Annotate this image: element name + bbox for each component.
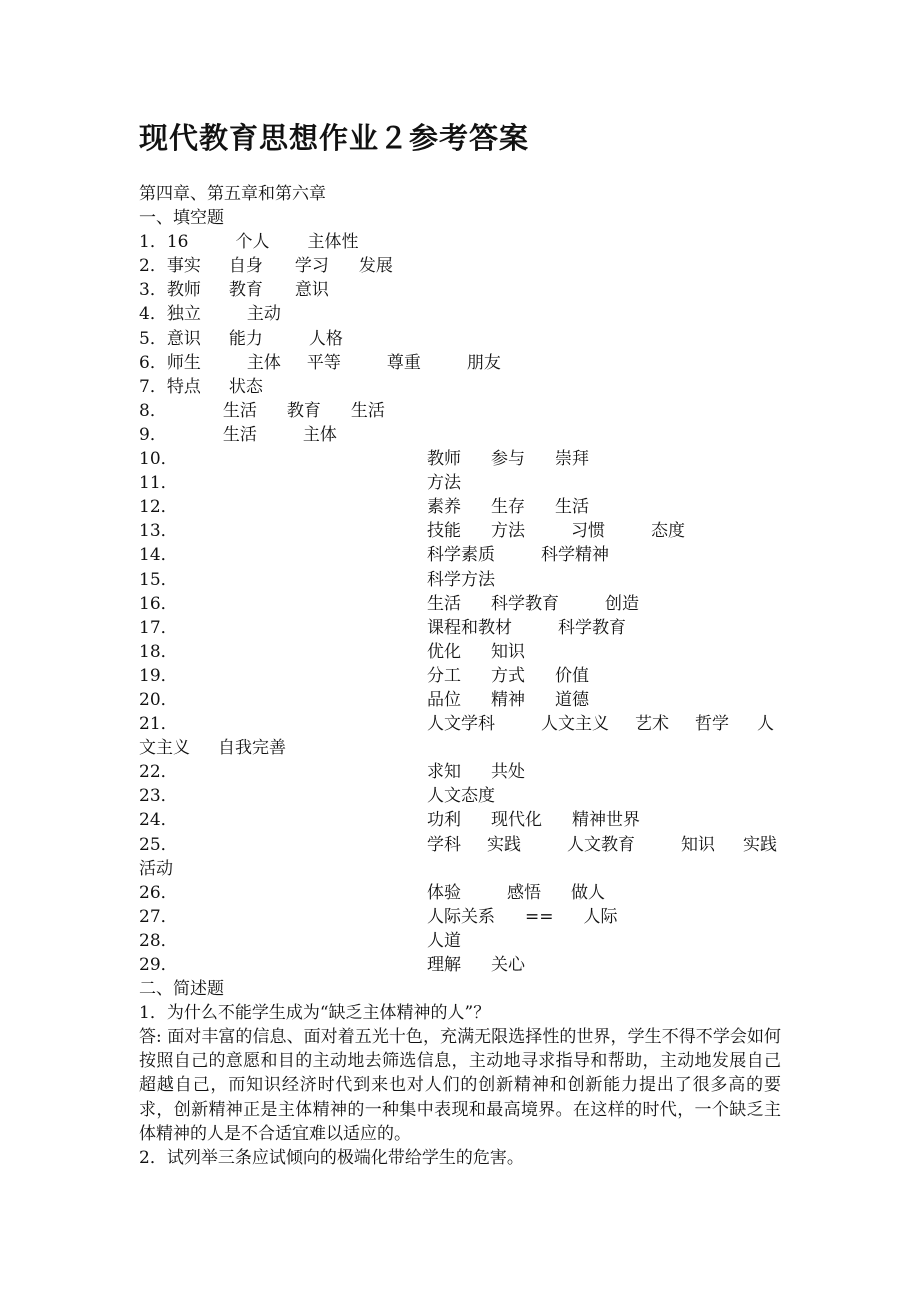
fill-answer-group (427, 784, 495, 808)
fill-item (139, 302, 781, 326)
fill-item (139, 881, 781, 905)
fill-answer-group (427, 760, 525, 784)
fill-answer: 科学教育 (558, 617, 626, 638)
fill-answer: 人格 (308, 328, 343, 349)
fill-item-number: 3．教师 (139, 280, 201, 301)
fill-answer: 知识 (491, 641, 525, 662)
fill-answer-group (427, 905, 618, 929)
fill-item-number: 13． (139, 521, 178, 542)
fill-item-number: 1．16 (139, 232, 189, 253)
fill-item (139, 664, 781, 688)
fill-answer: 参与 (491, 449, 525, 470)
fill-item-number: 8． (139, 400, 167, 421)
fill-item (139, 808, 781, 832)
fill-item-number: 29． (139, 955, 178, 975)
fill-answer: 实践 (743, 834, 777, 855)
fill-item-continuation (139, 736, 781, 760)
fill-answer: 课程和教材 (427, 617, 512, 638)
fill-answer-group (427, 833, 777, 857)
fill-item (139, 399, 781, 423)
fill-answer: 人际关系 (427, 906, 495, 927)
fill-item-number: 22． (139, 762, 178, 783)
fill-item (139, 254, 781, 278)
fill-answer: 做人 (571, 882, 605, 903)
fill-item-number: 14． (139, 545, 178, 566)
fill-item-number: 4．独立 (139, 304, 201, 325)
fill-item (139, 592, 781, 616)
fill-item (139, 929, 781, 953)
fill-answer: 学习 (294, 256, 329, 277)
fill-item (139, 616, 781, 640)
fill-answer: 求知 (427, 762, 461, 783)
fill-answer: 体验 (427, 882, 461, 903)
fill-item-number: 17． (139, 617, 178, 638)
fill-answer: 状态 (228, 376, 263, 397)
fill-answer: 平等 (306, 352, 341, 373)
fill-answer-group (427, 929, 461, 953)
fill-item-number: 10． (139, 449, 178, 470)
fill-item-number: 15． (139, 569, 178, 590)
fill-answer-group (427, 808, 640, 832)
fill-answer-group (427, 519, 685, 543)
fill-answer: 分工 (427, 665, 461, 686)
fill-item-number: 9． (139, 424, 167, 445)
fill-item-number: 12． (139, 497, 178, 518)
fill-item (139, 833, 781, 857)
fill-item (139, 519, 781, 543)
fill-answer: 教师 (427, 449, 461, 470)
fill-item (139, 471, 781, 495)
fill-answer: 人文主义 (541, 714, 609, 735)
fill-answer: 精神 (491, 689, 525, 710)
fill-item (139, 230, 781, 254)
fill-answer: == (525, 906, 554, 927)
fill-answer: 科学方法 (427, 569, 495, 590)
fill-item-number: 2．事实 (139, 256, 201, 277)
fill-answer-group (427, 471, 461, 495)
fill-item (139, 712, 781, 736)
fill-answer: 教育 (286, 400, 321, 421)
fill-item-number: 16． (139, 593, 178, 614)
fill-answer: 主动 (246, 304, 281, 325)
fill-item (139, 640, 781, 664)
fill-item-number: 28． (139, 930, 178, 951)
fill-answer: 现代化 (491, 810, 542, 831)
question-2: 2．试列举三条应试倾向的极端化带给学生的危害。 (139, 1147, 524, 1168)
fill-answer: 人文教育 (567, 834, 635, 855)
fill-answer: 人 (757, 714, 774, 735)
answer-1: 答: 面对丰富的信息、面对着五光十色，充满无限选择性的世界，学生不得不学会如何按照自己的意愿和目的主动地去筛选信息，主动地寻求指导和帮助，主动地发展自己超越自己，而知识经济时代到来也对人们的创新精神和创新能力提出了很多高的要求，创新精神正是主体精神的一种集中表现和最高境界。在这样的时代，一个缺乏主体精神的人是不合适宜难以适应的。 (139, 1027, 781, 1144)
fill-item (139, 327, 781, 351)
section-heading-fill: 一、填空题 (139, 208, 224, 229)
fill-answer: 道德 (555, 689, 589, 710)
fill-item-number: 23． (139, 786, 178, 807)
fill-answer: 知识 (681, 834, 715, 855)
fill-item (139, 568, 781, 592)
fill-item-continuation (139, 857, 781, 881)
fill-in-answers (139, 230, 781, 977)
fill-answer: 品位 (427, 689, 461, 710)
fill-item (139, 375, 781, 399)
fill-answer: 哲学 (695, 714, 729, 735)
fill-item (139, 351, 781, 375)
fill-answer: 关心 (491, 955, 525, 975)
fill-answer: 科学教育 (491, 593, 559, 614)
fill-item (139, 688, 781, 712)
fill-answer: 个人 (235, 232, 270, 253)
fill-answer-group (427, 688, 589, 712)
fill-answer: 方法 (491, 521, 525, 542)
fill-answer: 教育 (228, 280, 263, 301)
fill-item (139, 495, 781, 519)
fill-answer: 方式 (491, 665, 525, 686)
fill-answer: 态度 (651, 521, 685, 542)
fill-item-number: 19． (139, 665, 178, 686)
fill-answer: 感悟 (507, 882, 541, 903)
fill-answer: 精神世界 (572, 810, 640, 831)
fill-item-number: 18． (139, 641, 178, 662)
fill-answer-group (427, 543, 609, 567)
fill-answer-group (427, 953, 525, 977)
fill-answer-group (427, 447, 589, 471)
fill-answer: 实践 (487, 834, 521, 855)
fill-answer: 功利 (427, 810, 461, 831)
fill-item (139, 905, 781, 929)
fill-answer: 方法 (427, 473, 461, 494)
fill-answer: 艺术 (635, 714, 669, 735)
fill-item (139, 784, 781, 808)
fill-item-number: 6．师生 (139, 352, 201, 373)
fill-answer-group (427, 592, 639, 616)
fill-answer: 自我完善 (218, 738, 286, 759)
fill-answer-group (427, 640, 525, 664)
fill-answer-group (427, 712, 774, 736)
fill-answer: 主体 (246, 352, 281, 373)
fill-answer: 创造 (605, 593, 639, 614)
fill-answer-group (427, 568, 495, 592)
fill-answer: 主体 (302, 424, 337, 445)
fill-item (139, 447, 781, 471)
fill-item (139, 423, 781, 447)
fill-answer: 人道 (427, 930, 461, 951)
fill-item (139, 278, 781, 302)
chapter-heading: 第四章、第五章和第六章 (139, 184, 326, 204)
fill-answer: 生活 (350, 400, 385, 421)
fill-answer: 技能 (427, 521, 461, 542)
fill-item (139, 760, 781, 784)
fill-answer: 学科 (427, 834, 461, 855)
fill-answer: 崇拜 (555, 449, 589, 470)
fill-item (139, 953, 781, 977)
fill-answer: 科学素质 (427, 545, 495, 566)
fill-answer: 能力 (228, 328, 263, 349)
fill-answer: 自身 (228, 256, 263, 277)
fill-answer: 生存 (491, 497, 525, 518)
fill-item-number: 26． (139, 882, 178, 903)
fill-answer: 尊重 (386, 352, 421, 373)
fill-answer: 素养 (427, 497, 461, 518)
fill-item-number: 21． (139, 714, 178, 735)
fill-answer-group (427, 495, 589, 519)
fill-answer: 生活 (222, 400, 257, 421)
fill-item-number: 11． (139, 473, 178, 494)
document-content (139, 182, 781, 1170)
fill-answer: 生活 (555, 497, 589, 518)
fill-answer: 习惯 (571, 521, 605, 542)
fill-answer: 优化 (427, 641, 461, 662)
document-title: 现代教育思想作业２参考答案 (139, 121, 530, 155)
fill-answer: 生活 (222, 424, 257, 445)
fill-answer-group (427, 616, 626, 640)
section-heading-short: 二、简述题 (139, 979, 224, 1000)
question-1: 1．为什么不能学生成为“缺乏主体精神的人”？ (139, 1003, 491, 1024)
fill-item (139, 543, 781, 567)
fill-answer: 人文态度 (427, 786, 495, 807)
fill-answer: 理解 (427, 955, 461, 975)
fill-answer: 活动 (139, 858, 173, 879)
fill-item-number: 20． (139, 689, 178, 710)
fill-item-number: 7．特点 (139, 376, 201, 397)
fill-answer: 人际 (583, 906, 618, 927)
fill-answer: 价值 (555, 665, 589, 686)
fill-answer-group (427, 664, 589, 688)
fill-answer: 生活 (427, 593, 461, 614)
fill-answer: 意识 (294, 280, 329, 301)
fill-answer: 科学精神 (541, 545, 609, 566)
fill-answer: 共处 (491, 762, 525, 783)
fill-answer: 主体性 (307, 232, 359, 253)
fill-item-number: 24． (139, 810, 178, 831)
fill-answer: 朋友 (466, 352, 501, 373)
fill-item-number: 27． (139, 906, 178, 927)
fill-answer: 人文学科 (427, 714, 495, 735)
fill-item-number: 5．意识 (139, 328, 201, 349)
fill-answer-group (427, 881, 605, 905)
fill-answer: 发展 (358, 256, 393, 277)
fill-answer: 文主义 (139, 738, 190, 759)
fill-item-number: 25． (139, 834, 178, 855)
